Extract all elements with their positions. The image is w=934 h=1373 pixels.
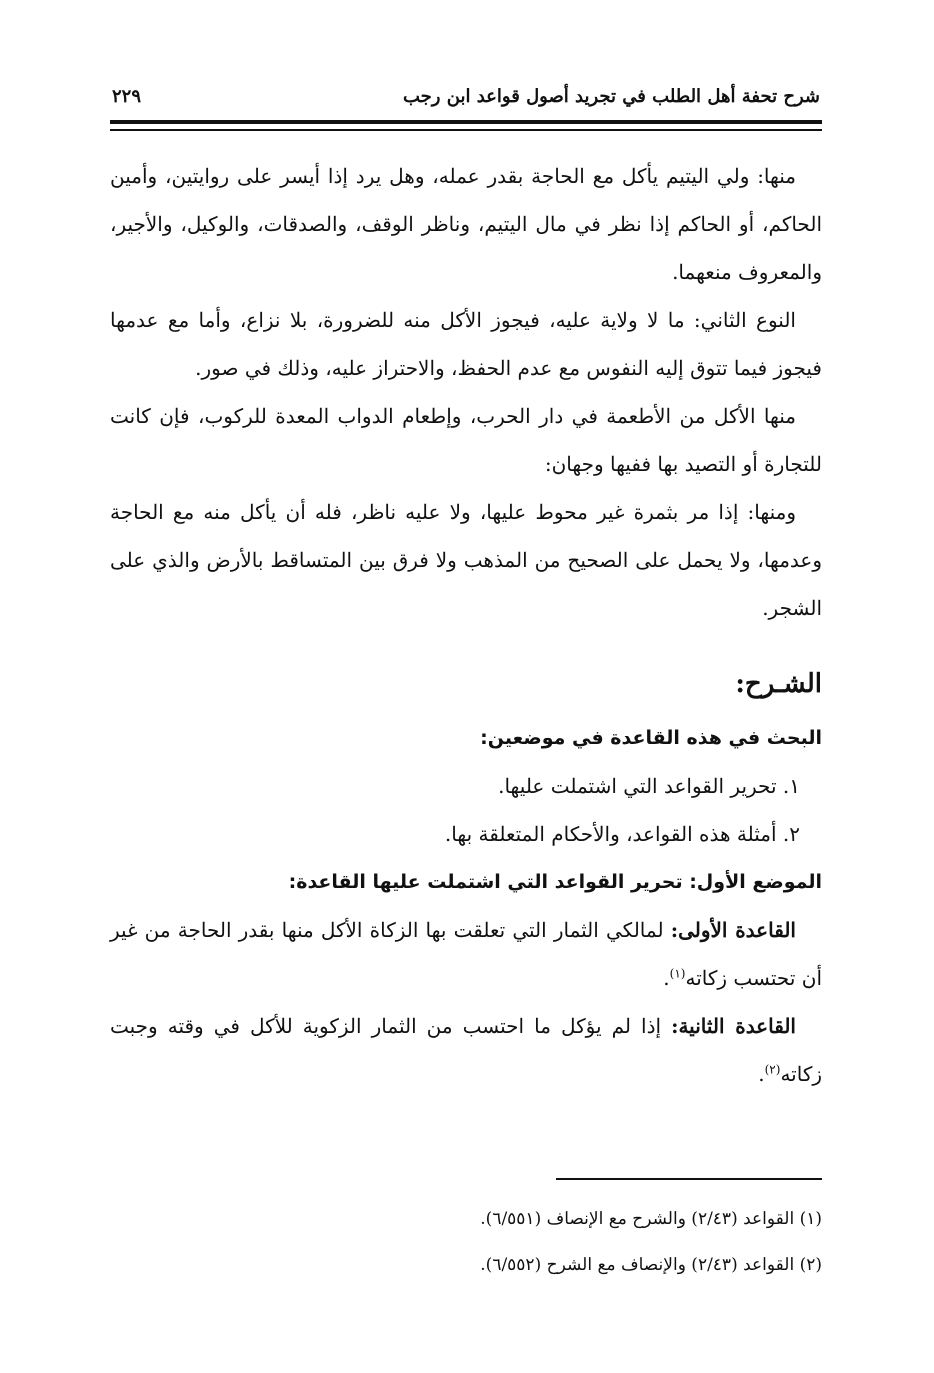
- list-item-1: ١. تحرير القواعد التي اشتملت عليها.: [498, 774, 800, 798]
- page-number: ٢٢٩: [112, 86, 142, 107]
- paragraph-3: منها الأكل من الأطعمة في دار الحرب، وإطعام الدواب المعدة للركوب، فإن كانت للتجارة أو التصيد بها ففيها وجهان:: [110, 404, 822, 476]
- footnote-1: (١) القواعد (٢/٤٣) والشرح مع الإنصاف (٦/٥٥١).: [480, 1209, 822, 1229]
- rule-1-label: القاعدة الأولى:: [670, 918, 796, 942]
- footnote-ref-1: (١): [669, 966, 686, 981]
- rule-1-end: .: [663, 966, 670, 990]
- rule-1-text: لمالكي الثمار التي تعلقت بها الزكاة الأكل منها بقدر الحاجة من غير أن تحتسب زكاته: [110, 918, 822, 990]
- rule-2-label: القاعدة الثانية:: [671, 1014, 796, 1038]
- footnote-separator: [556, 1178, 822, 1180]
- first-place-heading: الموضع الأول: تحرير القواعد التي اشتملت عليها القاعدة:: [288, 871, 822, 893]
- sharh-heading: الشـرح:: [735, 669, 822, 699]
- rule-2-text: إذا لم يؤكل ما احتسب من الثمار الزكوية للأكل في وقته وجبت زكاته: [110, 1014, 822, 1086]
- rule-2-paragraph: [110, 1002, 822, 1098]
- rule-1-paragraph: [110, 906, 822, 1002]
- header-rule-thin: [110, 129, 822, 131]
- paragraph-2: النوع الثاني: ما لا ولاية عليه، فيجوز الأكل منه للضرورة، بلا نزاع، وأما مع عدمها فيجوز فيما تتوق إليه النفوس مع عدم الحفظ، والاحتراز عليه، وذلك في صور.: [110, 308, 822, 380]
- footnote-2: (٢) القواعد (٢/٤٣) والإنصاف مع الشرح (٦/٥٥٢).: [480, 1255, 822, 1275]
- page-body: [110, 152, 822, 1098]
- footnote-ref-2: (٢): [764, 1062, 781, 1077]
- running-title: شرح تحفة أهل الطلب في تجريد أصول قواعد ابن رجب: [402, 86, 820, 107]
- rule-2-end: .: [758, 1062, 765, 1086]
- research-heading: البحث في هذه القاعدة في موضعين:: [480, 727, 822, 749]
- list-item-2: ٢. أمثلة هذه القواعد، والأحكام المتعلقة بها.: [444, 822, 800, 846]
- header-rule-thick: [110, 120, 822, 124]
- page-header: [112, 72, 820, 112]
- paragraph-1: منها: ولي اليتيم يأكل مع الحاجة بقدر عمله، وهل يرد إذا أيسر على روايتين، وأمين الحاكم، أو الحاكم إذا نظر في مال اليتيم، وناظر الوقف، والصدقات، والوكيل، والأجير، والمعروف منعهما.: [110, 164, 822, 284]
- paragraph-4: ومنها: إذا مر بثمرة غير محوط عليها، ولا عليه ناظر، فله أن يأكل منه مع الحاجة وعدمها، ولا يحمل على الصحيح من المذهب ولا فرق بين المتساقط بالأرض والذي على الشجر.: [110, 500, 822, 620]
- footnotes: [110, 1196, 822, 1288]
